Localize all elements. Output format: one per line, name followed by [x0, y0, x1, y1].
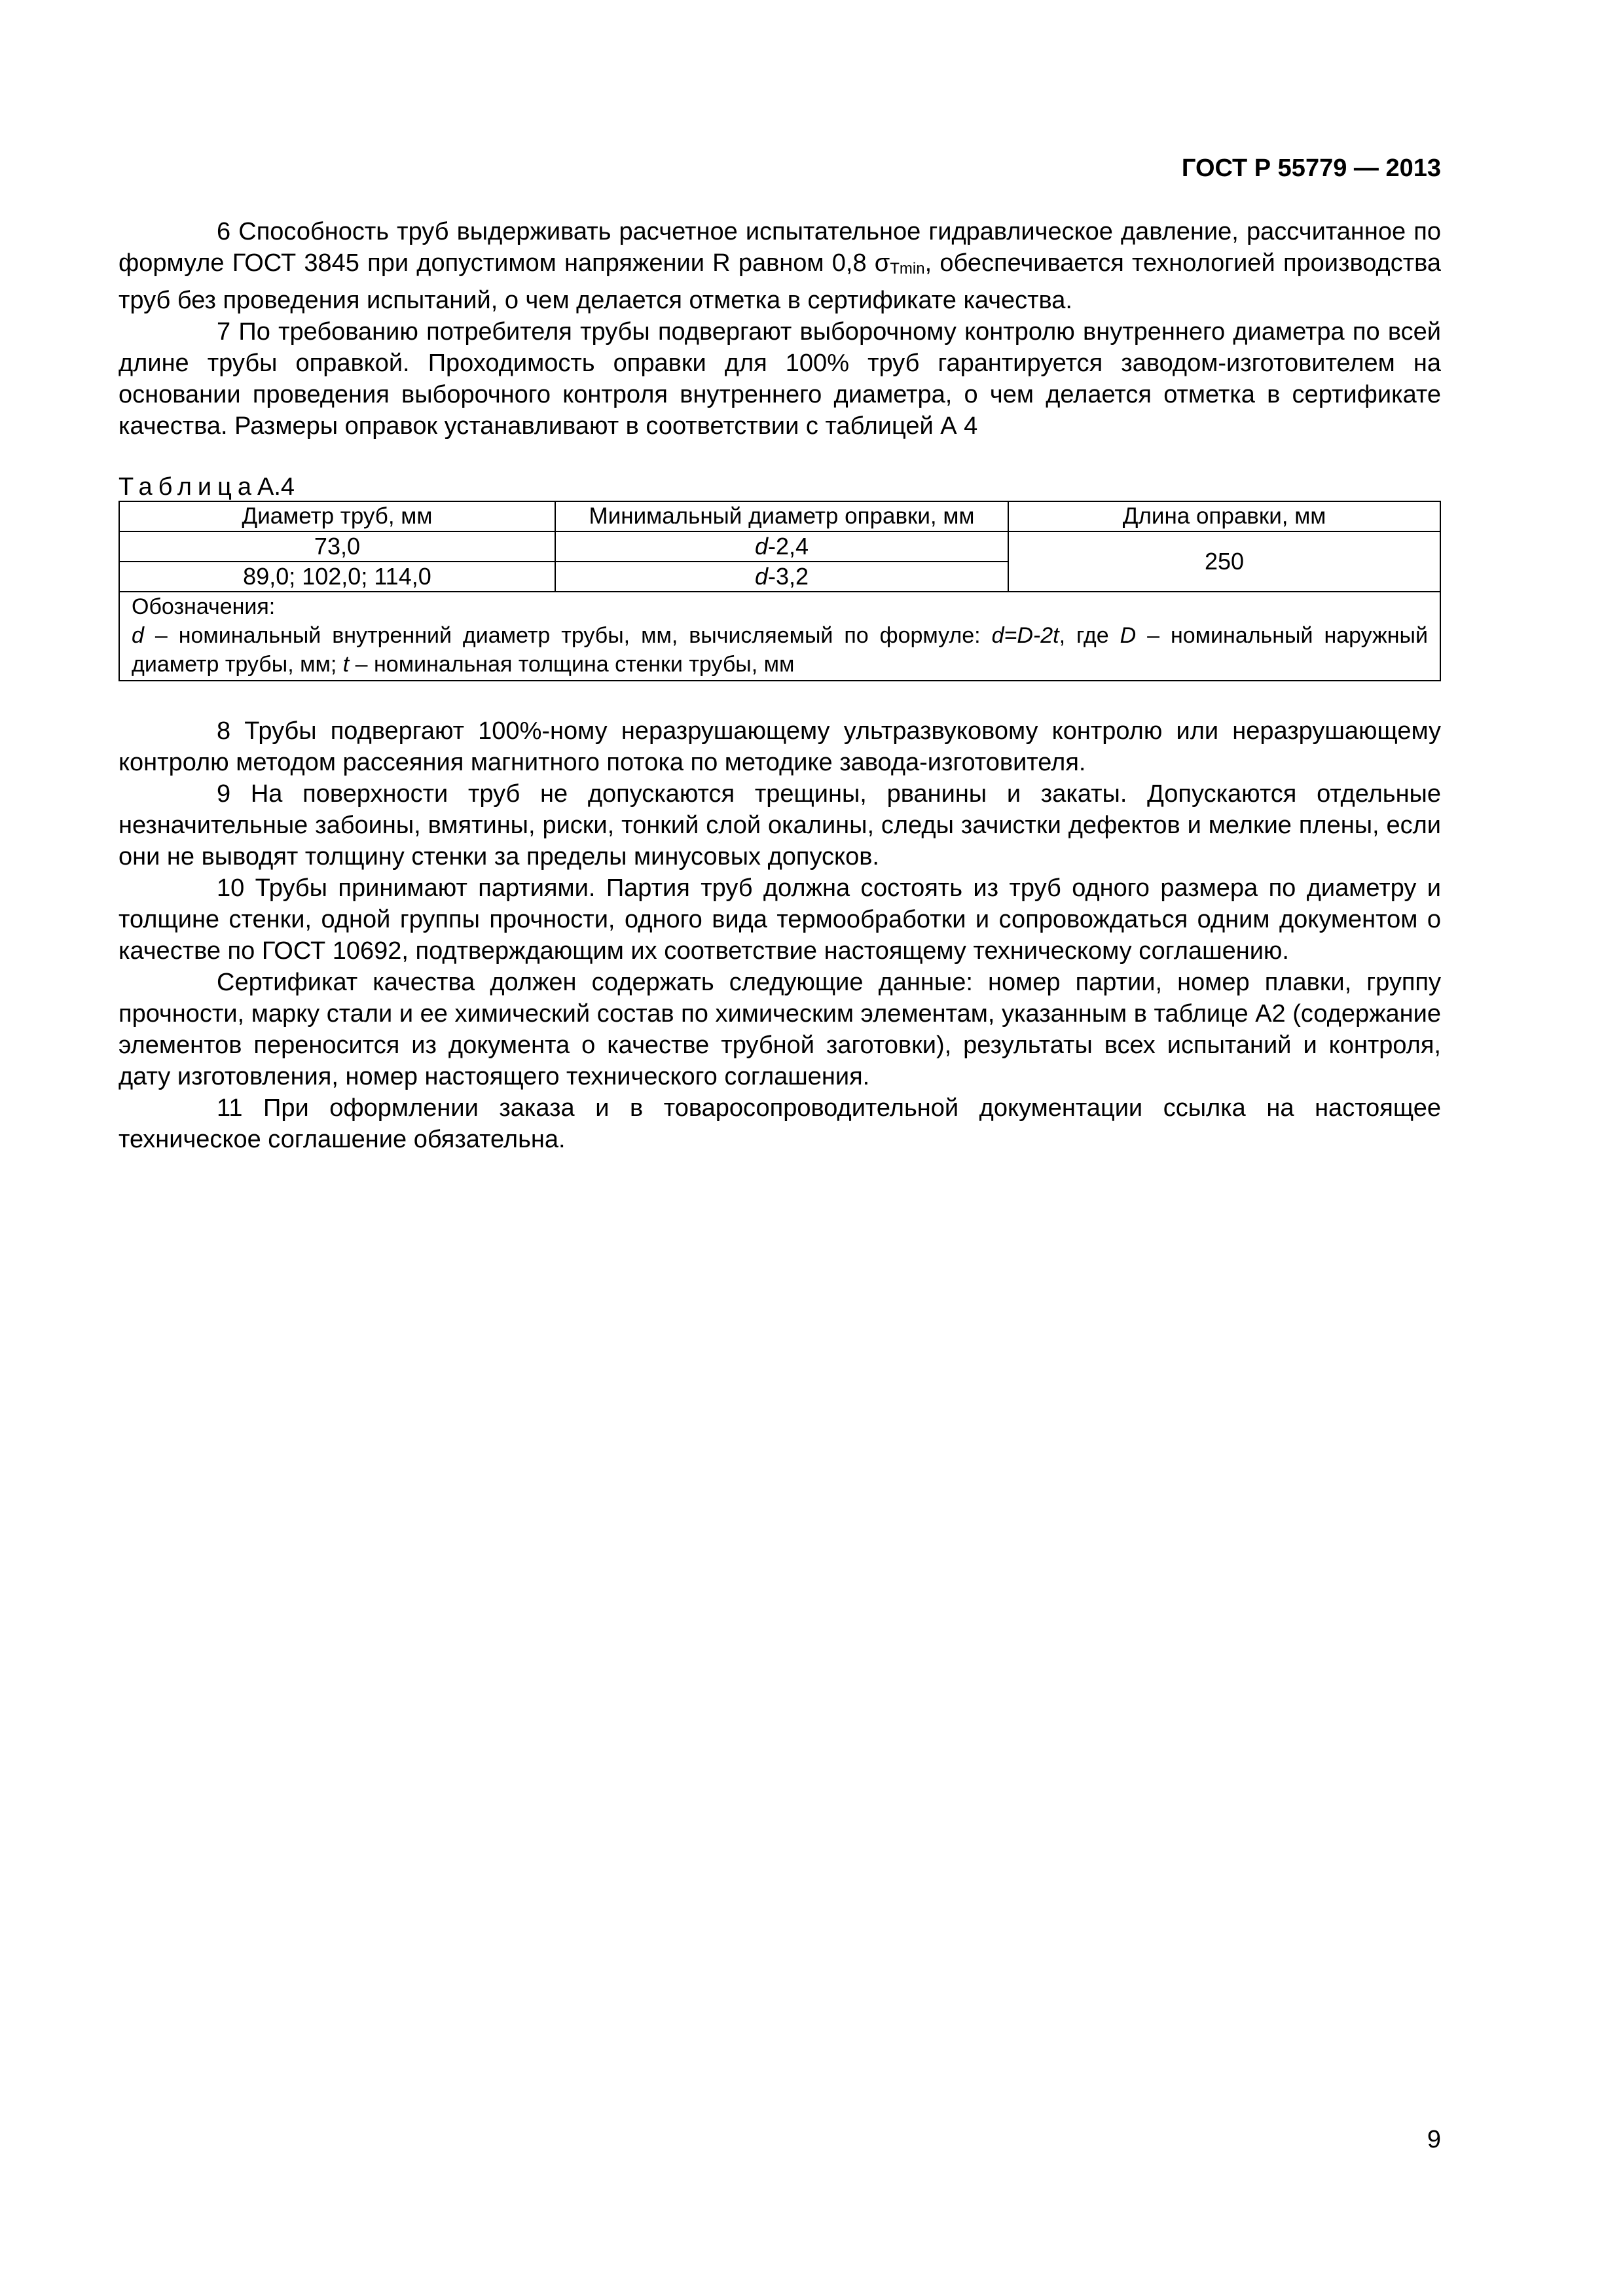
cell-mandrel-length: 250: [1008, 531, 1440, 592]
var-t: t: [342, 652, 350, 677]
table-caption-word: Таблица: [119, 473, 257, 501]
notes-body: [132, 621, 1428, 679]
cell-mandrel-diameter: [555, 562, 1008, 592]
var-d: d: [132, 623, 144, 648]
notes-where: , где: [1059, 623, 1120, 648]
notes-d-text: – номинальный внутренний диаметр трубы, мм, вычисляемый по формуле:: [143, 623, 992, 648]
paragraph-11: 11 При оформлении заказа и в товаросопроводительной документации ссылка на настоящее техническое соглашение обязательна.: [119, 1094, 1441, 1153]
table-notes-row: [119, 592, 1440, 681]
paragraph-9: 9 На поверхности труб не допускаются трещины, рванины и закаты. Допускаются отдельные незначительные забоины, вмятины, риски, тонкий слой окалины, следы зачистки дефектов и мелкие плены, если они не выводят толщину стенки за пределы минусовых допусков.: [119, 780, 1441, 870]
table-row: [119, 531, 1440, 562]
notes-D-text: – номинальный наружный диаметр трубы, мм;: [132, 623, 1428, 677]
table-caption-number: А.4: [257, 473, 295, 501]
page-number: 9: [1427, 2126, 1441, 2153]
table-caption: [119, 473, 1441, 501]
cell-mandrel-diameter: [555, 531, 1008, 562]
paragraph-6-text-a: 6 Способность труб выдерживать расчетное испытательное гидравлическое давление, рассчитанное по формуле ГОСТ 3845 при допустимом напряжении R равном 0,8 σ: [119, 218, 1441, 277]
table-notes: [119, 592, 1440, 681]
notes-title: Обозначения:: [132, 594, 276, 619]
paragraph-6-text-b: , обеспечивается технологией производства труб без проведения испытаний, о чем делается отметка в сертификате качества.: [119, 249, 1441, 314]
document-body: [119, 216, 1441, 1155]
table-header-row: [119, 501, 1440, 531]
notes-formula: d=D-2t: [991, 623, 1059, 648]
paragraph-certificate: Сертификат качества должен содержать следующие данные: номер партии, номер плавки, группу прочности, марку стали и ее химический состав по химическим элементам, указанным в таблице А2 (содержание элементов переносится из документа о качестве трубной заготовки), результаты всех испытаний и контроля, дату изготовления, номер настоящего технического соглашения.: [119, 969, 1441, 1090]
header-mandrel-length: Длина оправки, мм: [1008, 501, 1440, 531]
paragraph-10: 10 Трубы принимают партиями. Партия труб должна состоять из труб одного размера по диаметру и толщине стенки, одной группы прочности, одного вида термообработки и сопровождаться одним документом о качестве по ГОСТ 10692, подтверждающим их соответствие настоящему техническому соглашению.: [119, 874, 1441, 965]
header-mandrel-min-diameter: Минимальный диаметр оправки, мм: [555, 501, 1008, 531]
var-d: d: [754, 533, 769, 560]
paragraph-7: 7 По требованию потребителя трубы подвергают выборочному контролю внутреннего диаметра по всей длине трубы оправкой. Проходимость оправки для 100% труб гарантируется заводом-изготовителем на основании проведения выборочного контроля внутреннего диаметра, о чем делается отметка в сертификате качества. Размеры оправок устанавливают в соответствии с таблицей А 4: [119, 318, 1441, 440]
paragraph-6: [119, 216, 1441, 316]
sigma-subscript: Tmin: [890, 260, 925, 278]
document-header: ГОСТ Р 55779 — 2013: [1181, 154, 1441, 182]
var-D: D: [1120, 623, 1137, 648]
mandrel-offset: -2,4: [768, 533, 809, 560]
header-pipe-diameter: Диаметр труб, мм: [119, 501, 555, 531]
cell-diameter: 73,0: [119, 531, 555, 562]
var-d: d: [754, 563, 769, 590]
cell-diameter: 89,0; 102,0; 114,0: [119, 562, 555, 592]
notes-t-text: – номинальная толщина стенки трубы, мм: [349, 652, 795, 677]
mandrel-offset: -3,2: [768, 563, 809, 590]
paragraphs-after-table: [119, 715, 1441, 1155]
mandrel-table: [119, 501, 1441, 681]
paragraph-8: 8 Трубы подвергают 100%-ному неразрушающему ультразвуковому контролю или неразрушающему контролю методом рассеяния магнитного потока по методике завода-изготовителя.: [119, 717, 1441, 776]
